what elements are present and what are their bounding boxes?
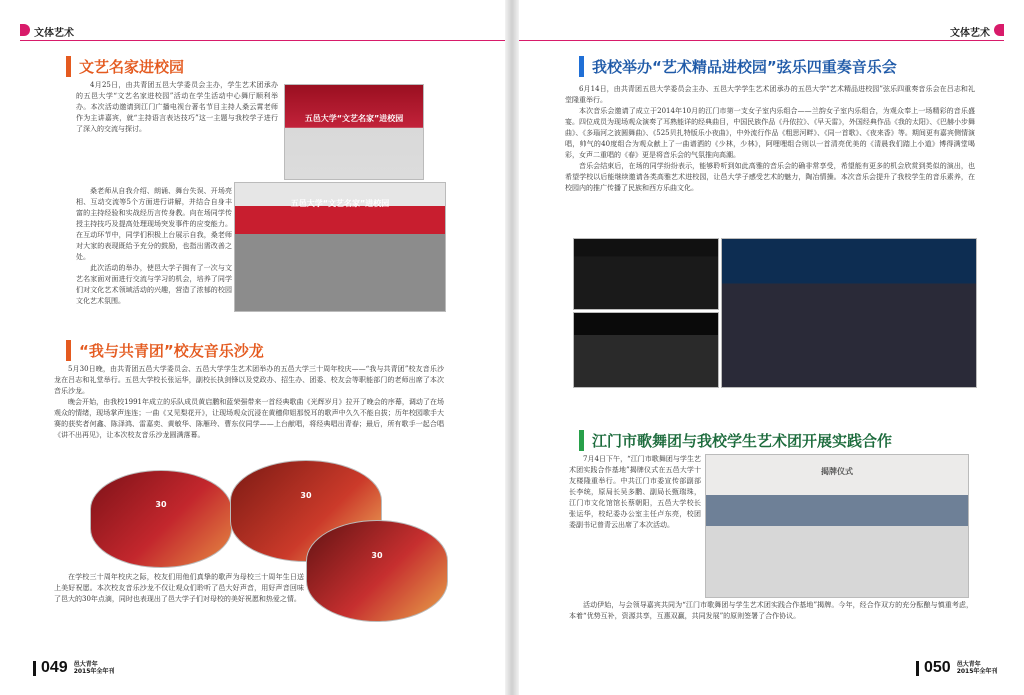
article-body xyxy=(76,80,278,186)
event-photo xyxy=(284,84,424,180)
paragraph: 5月30日晚，由共青团五邑大学委员会、五邑大学学生艺术团举办的五邑大学三十周年校庆——“我与共青团”校友音乐沙龙在吕志和礼堂举行。五邑大学校长张运华，副校长执剑锋以及党政办、招生办、团委、校友会等职能部门的老师出席了本次音乐沙龙。 xyxy=(54,365,444,395)
right-page xyxy=(519,0,1024,695)
photo-banner-text: 30 xyxy=(300,491,312,500)
section-tag xyxy=(950,24,1004,39)
paragraph: 晚会开始，由我校1991年成立的乐队成员黄启鹏和蓝荣强带来一首经典歌曲《光辉岁月》拉开了晚会的序幕，调动了在场观众的情绪，现场掌声连连；一曲《又见梨花开》，让现场观众沉浸在黄穗仰姐那悦耳的歌声中久久不能自拔；历年校园歌手大赛的获奖者何鑫、陈泽鸿、雷嘉奕、黄敏华、陈雁玲、曹东仪同学——上台献唱，将经典唱出青春；最后，所有歌手一起合唱《讲不出再见》，让本次校友音乐沙龙圆满落幕。 xyxy=(54,398,444,439)
paragraph: 本次音乐会邀请了成立于2014年10月的江门市第一支女子室内乐组合——兰韵女子室内乐组合，为观众奉上一场精彩的音乐盛宴。四位成员为现场观众演奏了耳熟能详的经典曲目，中国民族作品《丹依拉》、《早天雷》，外国经典作品《我的太阳》、《巴赫小步舞曲》、《多瑙河之波圆舞曲》、《525贝扎特版乐小夜曲》，中外流行作品《粗思河畔》、《同一首歌》、《夜来香》等。期间更有嘉宾侧情演唱，帅气的40度组合为观众献上了一曲谱洒的《少林，少林》，阿哩哩组合则以一首清亮优美的《清晨我们踏上小道》博得满堂喝彩，女声二重唱的《春》更是将音乐会的气氛推向高潮。 xyxy=(565,107,975,159)
left-page xyxy=(0,0,505,695)
section-tag xyxy=(20,24,74,39)
folio-bar xyxy=(916,661,919,676)
paragraph: 在学校三十周年校庆之际，校友们用他们真挚的歌声为母校三十周年生日送上美好祝愿。本次校友音乐沙龙不仅让观众们聆听了邑大好声音，用好声音回味了邑大的30年点滴，同时也表现出了邑大学子们对母校的美好祝愿和热爱之情。 xyxy=(54,573,304,603)
page-number: 050 邑大青年 2015年全年刊 xyxy=(911,659,997,681)
concert-photo xyxy=(90,470,232,568)
quartet-photo xyxy=(573,238,719,310)
article-title: “我与共青团”校友音乐沙龙 xyxy=(66,340,264,361)
singers-photo xyxy=(573,312,719,388)
article-title: 江门市歌舞团与我校学生艺术团开展实践合作 xyxy=(579,430,892,451)
section-tag-marker xyxy=(20,24,30,36)
magazine-name: 邑大青年 xyxy=(73,661,98,668)
paragraph: 活动伊始，与会领导嘉宾共同为“江门市歌舞团与学生艺术团实践合作基地”揭牌。今年，经合作双方的充分酝酿与慎重考虑，本着“优势互补，资源共享，互惠双赢，共同发展”的原则签署了合作协议。 xyxy=(569,601,973,620)
spine-gutter xyxy=(505,0,519,695)
header-rule xyxy=(519,40,1004,41)
section-tag-label: 文体艺术 xyxy=(34,28,74,39)
paragraph: 桑老师从自我介绍、朗诵、舞台失误、开场亮相、互动交流等5个方面进行讲解，并结合自身丰富的主持经验和实战经历言传身教。向在场同学传授主持技巧及提高处理现场突发事件的应变能力。在互动环节中，同学们积极上台展示自我，桑老师对大家的表现既给予充分的鼓励，也指出需改善之处。 xyxy=(76,187,232,261)
section-tag-marker xyxy=(994,24,1004,36)
article-body xyxy=(54,364,444,470)
paragraph: 6月14日，由共青团五邑大学委员会主办、五邑大学学生艺术团承办的五邑大学“艺术精品进校园”弦乐四重奏音乐会在吕志和礼堂隆重举行。 xyxy=(565,85,975,104)
paragraph: 音乐会结束后，在场的同学纷纷表示，能够聆听到如此高雅的音乐会的确非常享受，希望能有更多的机会欣赏到类似的演出，也希望学校以后能继续邀请各类高雅艺术进校园，让邑大学子感受艺术的魅力，陶冶情操。本次音乐会提升了我校学生的音乐素养，在校园内的推广传播了民族和西方乐曲文化。 xyxy=(565,162,975,192)
ensemble-photo xyxy=(721,238,977,388)
paragraph: 此次活动的举办，使邑大学子拥有了一次与文艺名家面对面进行交流与学习的机会，培养了同学们对文化艺术领域活动的兴趣，营造了浓郁的校园文化艺术氛围。 xyxy=(76,264,232,305)
group-photo xyxy=(234,182,446,312)
article-title: 我校举办“艺术精品进校园”弦乐四重奏音乐会 xyxy=(579,56,897,77)
header-rule xyxy=(20,40,505,41)
article-body xyxy=(76,186,232,318)
page-number: 049 邑大青年 2015年全年刊 xyxy=(28,659,114,681)
article-title: 文艺名家进校园 xyxy=(66,56,184,77)
ceremony-photo xyxy=(705,454,969,598)
article-body xyxy=(565,84,975,234)
photo-banner-text: 30 xyxy=(155,499,167,509)
article-body xyxy=(54,572,304,634)
magazine-issue: 2015年全年刊 xyxy=(956,668,998,675)
article-body xyxy=(569,454,701,574)
section-tag-label: 文体艺术 xyxy=(950,28,990,39)
magazine-name: 邑大青年 xyxy=(956,661,981,668)
paragraph: 4月25日，由共青团五邑大学委员会主办，学生艺术团承办的五邑大学“文艺名家进校园”活动在学生活动中心舞厅顺利举办。本次活动邀请到江门广播电视台著名节目主持人桑云霄老师作为主讲嘉宾，就“主持语言表达技巧”这一主题与我校学子进行了深入的交流与探讨。 xyxy=(76,81,278,133)
photo-banner-text: 30 xyxy=(371,551,383,560)
folio-bar xyxy=(33,661,36,676)
concert-photo xyxy=(306,520,448,622)
paragraph: 7月4日下午，“江门市歌舞团与学生艺术团实践合作基地”揭牌仪式在五邑大学十友楼隆重举行。中共江门市委宣传部副部长李统，原局长吴多鹏、副局长甄瑞珠，江门市文化馆馆长蔡朝阳，五邑大学校长张运华，校纪委办公室主任卢东亮，校团委副书记曾青云出席了本次活动。 xyxy=(569,455,701,529)
article-body xyxy=(569,600,973,634)
magazine-issue: 2015年全年刊 xyxy=(73,668,115,675)
photo-banner-text: 揭牌仪式 xyxy=(821,467,853,477)
photo-banner-text: 五邑大学“文艺名家”进校园 xyxy=(290,199,390,209)
photo-banner-text: 五邑大学“文艺名家”进校园 xyxy=(304,114,404,124)
